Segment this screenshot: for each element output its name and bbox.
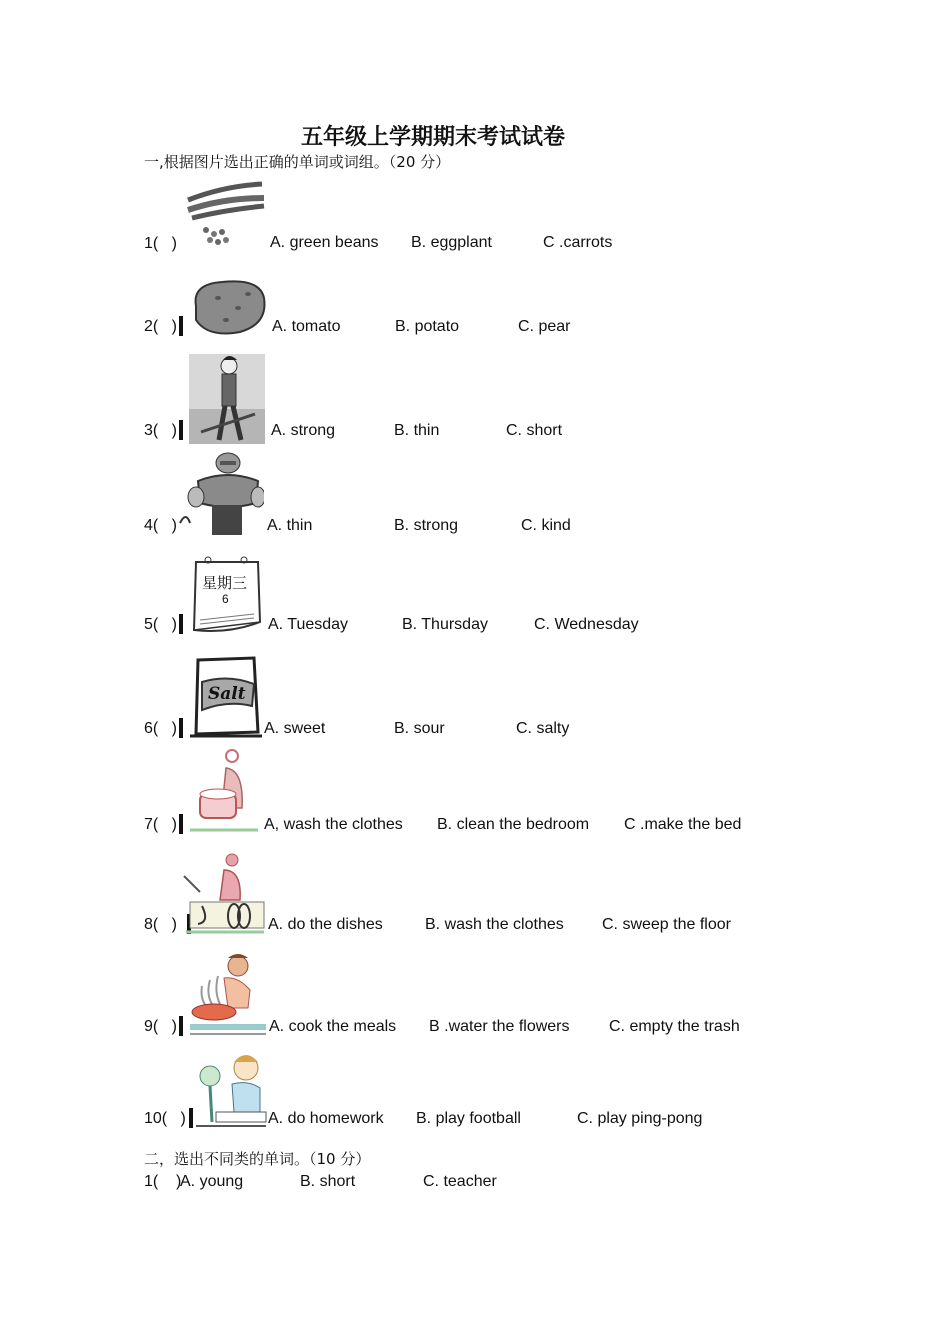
option-b: B. clean the bedroom <box>437 816 590 833</box>
question-number: 9( ) <box>144 1018 177 1035</box>
question-number: 10( ) <box>144 1110 186 1127</box>
question-10 <box>144 1018 844 1128</box>
option-b: B. short <box>300 1173 356 1190</box>
question-number: 3( ) <box>144 422 177 439</box>
question-number: 2( ) <box>144 318 177 335</box>
question-number: 7( ) <box>144 816 177 833</box>
option-a: A. cook the meals <box>269 1018 397 1035</box>
page-title: 五年级上学期期末考试试卷 <box>300 124 565 150</box>
section-2-heading: 二，选出不同类的单词。（10 分） <box>144 1150 371 1168</box>
answer-marker <box>189 1108 193 1128</box>
washing-clothes-icon <box>188 748 262 836</box>
question-number: 4( ) <box>144 517 177 534</box>
section-1-heading: 一,根据图片选出正确的单词或词组。（20 分） <box>144 153 451 171</box>
option-c: C. Wednesday <box>534 616 639 633</box>
calendar-number: 6 <box>222 592 229 606</box>
option-b: B. Thursday <box>402 616 488 633</box>
option-a: A. sweet <box>264 720 326 737</box>
doing-dishes-icon <box>180 852 268 936</box>
option-a: A. tomato <box>272 318 341 335</box>
option-a: A. Tuesday <box>268 616 349 633</box>
option-a: A. do the dishes <box>268 916 383 933</box>
bag-label: Salt <box>208 684 246 704</box>
question-number: 1( ) <box>144 235 177 252</box>
calendar-text: 星期三 <box>202 574 248 592</box>
question-number: 1( ) <box>144 1173 182 1190</box>
question-number: 8( ) <box>144 916 177 933</box>
option-c: C .make the bed <box>624 816 742 833</box>
option-c: C. teacher <box>423 1173 497 1190</box>
option-a: A. young <box>180 1173 244 1190</box>
question-number: 5( ) <box>144 616 177 633</box>
option-b: B. thin <box>394 422 440 439</box>
option-c: C .carrots <box>543 234 613 251</box>
option-c: C. play ping-pong <box>577 1110 703 1127</box>
option-a: A, wash the clothes <box>264 816 403 833</box>
homework-icon <box>194 1048 268 1130</box>
option-c: C. empty the trash <box>609 1018 740 1035</box>
option-b: B. wash the clothes <box>425 916 564 933</box>
option-b: B. potato <box>395 318 460 335</box>
option-a: A. strong <box>271 422 336 439</box>
calendar-icon <box>188 556 266 636</box>
option-a: A. green beans <box>270 234 379 251</box>
potato-icon <box>188 276 268 338</box>
question-4 <box>144 425 844 535</box>
question-2 <box>144 226 844 336</box>
option-c: C. pear <box>518 318 571 335</box>
option-c: C. kind <box>521 517 571 534</box>
question-3 <box>144 330 844 440</box>
option-c: C. short <box>506 422 563 439</box>
option-b: B .water the flowers <box>429 1018 570 1035</box>
option-b: B. eggplant <box>411 234 492 251</box>
question-7 <box>144 724 844 834</box>
option-b: B. play football <box>416 1110 521 1127</box>
option-a: A. do homework <box>268 1110 384 1127</box>
option-c: C. sweep the floor <box>602 916 731 933</box>
option-b: B. sour <box>394 720 445 737</box>
question-number: 6( ) <box>144 720 177 737</box>
option-b: B. strong <box>394 517 459 534</box>
question-8 <box>144 824 844 934</box>
part2-question-1 <box>144 1173 844 1195</box>
option-a: A. thin <box>267 517 313 534</box>
question-6 <box>144 628 844 738</box>
option-c: C. salty <box>516 720 570 737</box>
question-5 <box>144 524 844 634</box>
